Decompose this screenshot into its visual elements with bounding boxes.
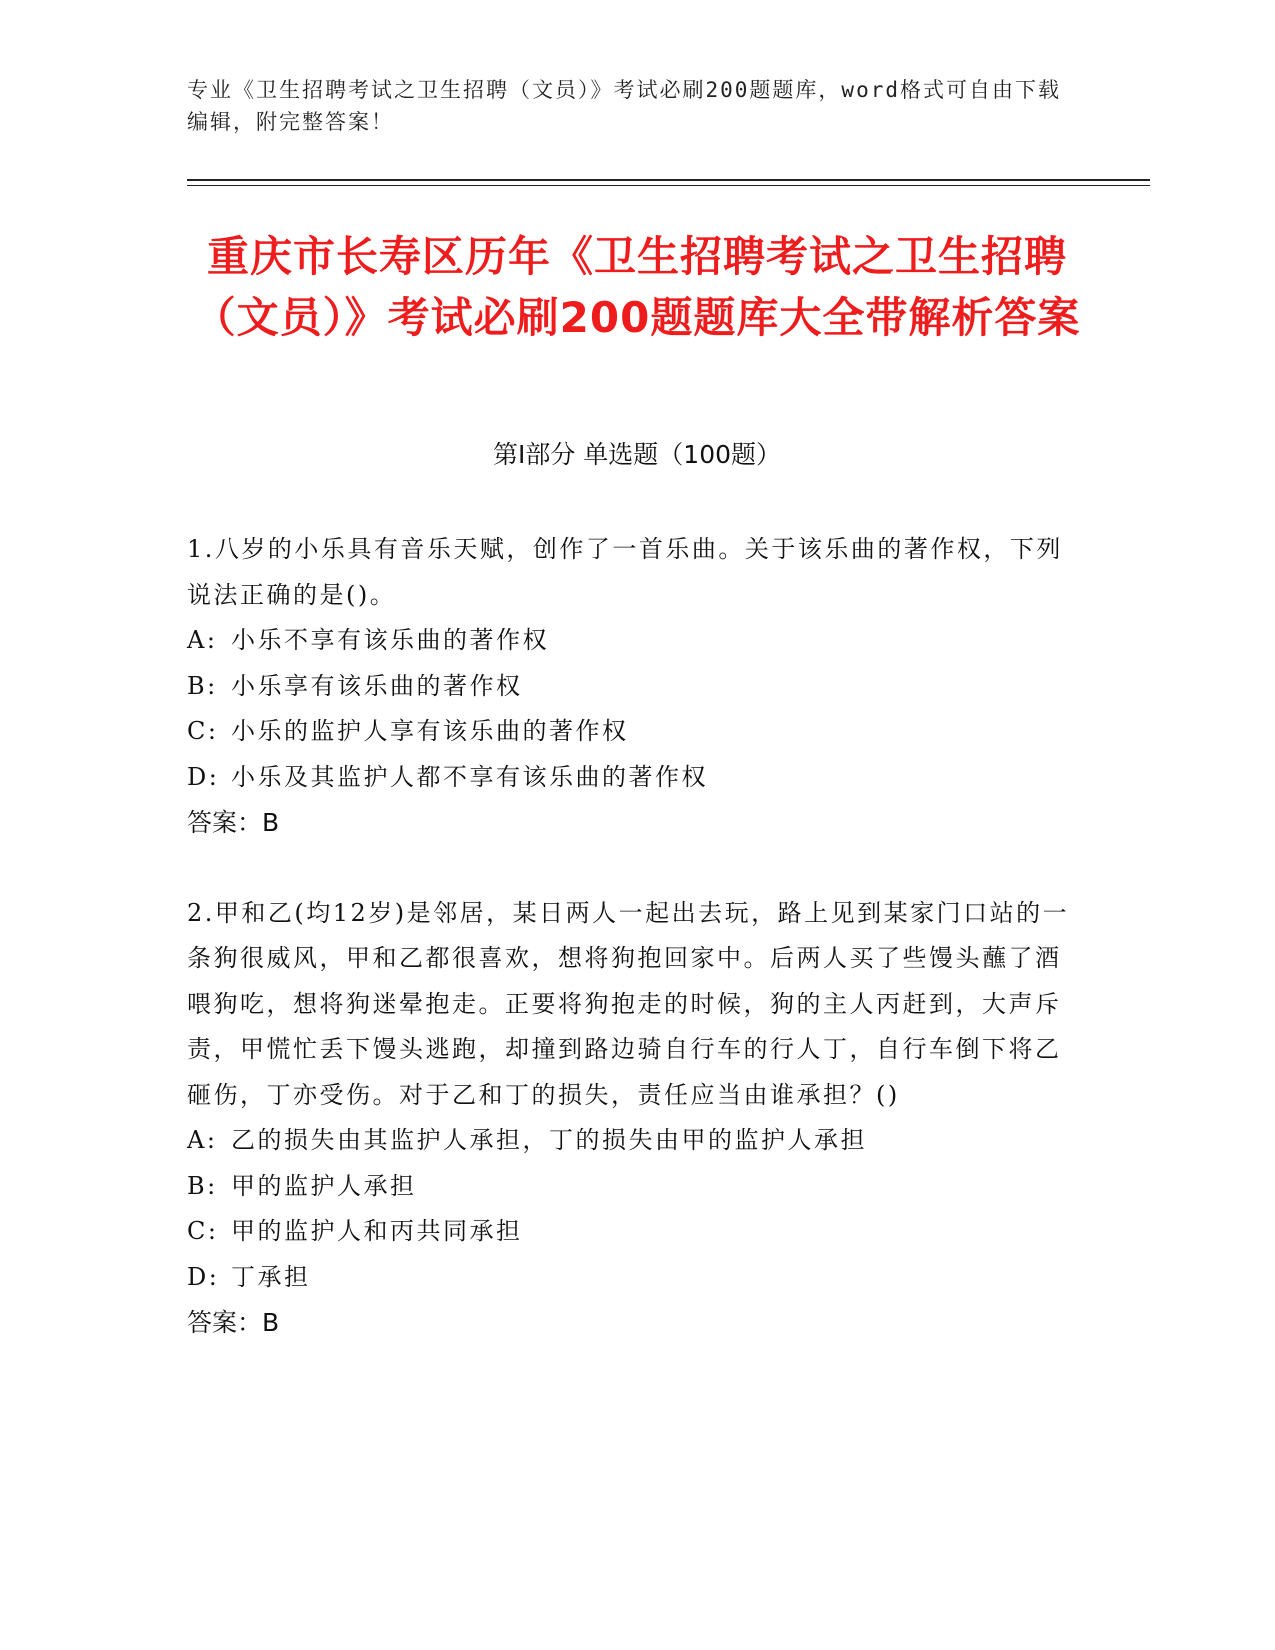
option-b bbox=[187, 664, 1077, 710]
document-intro: 专业《卫生招聘考试之卫生招聘（文员）》考试必刷200题题库，word格式可自由下载编辑，附完整答案！ bbox=[187, 78, 1061, 134]
question-1 bbox=[187, 527, 1077, 846]
question-2 bbox=[187, 891, 1077, 1346]
question-list bbox=[187, 527, 1077, 1346]
option-c bbox=[187, 1209, 1077, 1255]
question-text: 1.八岁的小乐具有音乐天赋，创作了一首乐曲。关于该乐曲的著作权，下列说法正确的是()。 bbox=[187, 535, 1063, 609]
option-text: 甲的监护人和丙共同承担 bbox=[231, 1217, 523, 1245]
option-key: C: bbox=[187, 1217, 219, 1245]
option-b bbox=[187, 1164, 1077, 1210]
answer: 答案：B bbox=[187, 1308, 280, 1337]
option-key: D: bbox=[187, 1262, 220, 1291]
answer: 答案：B bbox=[187, 808, 280, 837]
document-title: 重庆市长寿区历年《卫生招聘考试之卫生招聘（文员）》考试必刷200题题库大全带解析答案 bbox=[193, 232, 1081, 342]
option-a bbox=[187, 1118, 1077, 1164]
option-key: D: bbox=[187, 762, 220, 791]
option-text: 丁承担 bbox=[231, 1262, 311, 1291]
option-key: B: bbox=[187, 671, 218, 700]
option-d bbox=[187, 1255, 1077, 1301]
option-text: 小乐不享有该乐曲的著作权 bbox=[231, 626, 549, 654]
header-rule-thick bbox=[187, 179, 1150, 181]
option-key: B: bbox=[187, 1171, 218, 1200]
section-title: 第Ⅰ部分 单选题（100题） bbox=[492, 440, 782, 469]
option-key: C: bbox=[187, 717, 219, 745]
option-text: 小乐的监护人享有该乐曲的著作权 bbox=[231, 717, 629, 745]
header-rule-thin bbox=[187, 185, 1150, 186]
option-key: A: bbox=[187, 1126, 218, 1154]
option-text: 甲的监护人承担 bbox=[231, 1171, 417, 1200]
question-text: 2.甲和乙(均12岁)是邻居，某日两人一起出去玩，路上见到某家门口站的一条狗很威风，甲和乙都很喜欢，想将狗抱回家中。后两人买了些馒头蘸了酒喂狗吃，想将狗迷晕抱走。正要将狗抱走的时候，狗的主人丙赶到，大声斥责，甲慌忙丢下馒头逃跑，却撞到路边骑自行车的行人丁，自行车倒下将乙砸伤，丁亦受伤。对于乙和丁的损失，责任应当由谁承担？() bbox=[187, 898, 1070, 1109]
option-a bbox=[187, 618, 1077, 664]
option-c bbox=[187, 709, 1077, 755]
question-spacer bbox=[187, 846, 1077, 891]
option-text: 小乐享有该乐曲的著作权 bbox=[231, 671, 523, 700]
option-key: A: bbox=[187, 626, 218, 654]
option-text: 小乐及其监护人都不享有该乐曲的著作权 bbox=[231, 762, 708, 791]
option-d bbox=[187, 755, 1077, 801]
option-text: 乙的损失由其监护人承担，丁的损失由甲的监护人承担 bbox=[231, 1126, 867, 1154]
